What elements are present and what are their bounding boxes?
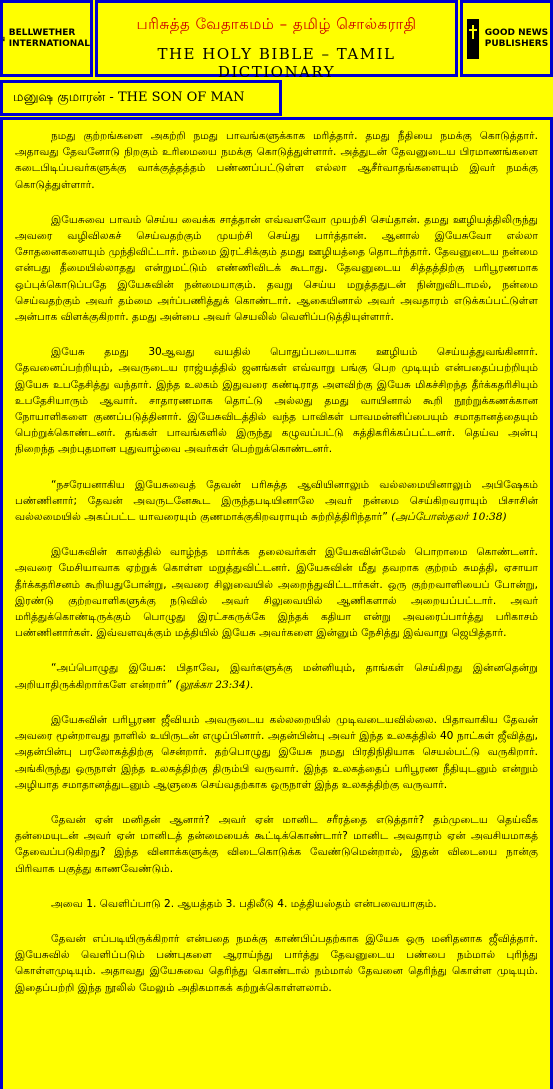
paragraph (15, 544, 538, 641)
paragraph (15, 896, 538, 912)
bible-book-icon (465, 17, 481, 61)
quote-text: “நசரேயனாகிய இயேசுவைத் தேவன் பரிசுத்த ஆவியினாலும் வல்லமையினாலும் அபிஷேகம் பண்ணினார்; தேவன் அவருடனேகூட இருந்தபடியினாலே அவர் நன்மை செய்கிறவராயும் பிசாசின் வல்லமையில் அகப்பட்ட யாவரையும் குணமாக்குகிறவராயும் சுற்றித்திரிந்தார்” (15, 478, 538, 524)
good-news-logo[interactable] (460, 0, 553, 77)
logo-line-2: PUBLISHERS (484, 38, 549, 49)
paragraph (15, 344, 538, 457)
scripture-quote (15, 477, 538, 526)
paragraph-text: இயேசுவின் காலத்தில் வாழ்ந்த மார்க்க தலைவர்கள் இயேசுவின்மேல் பொறாமை கொண்டனர். அவரை மேசியாவாக ஏற்றுக் கொள்ள மறுத்துவிட்டனர். இயேசுவின் மீது தவறாக குற்றம் சுமத்தி, ஏசாயா தீர்க்கதரிசனம் கூறியதுபோன்று, அவரை சிலுவையில் அறைந்துவிட்டார்கள். ஒரு குற்றவாளியைப் போன்று, இரண்டு குற்றவாளிகளுக்கு நடுவில் அவர் சிலுவையில் ஆணிகளால் அறையப்பட்டார். அவர் மரித்துக்கொண்டிருக்கும் பொழுது இரட்சகருக்கே இந்தக் கதியா என்று அவரைப்பார்த்து பரிகாசம் பண்ணினார்கள். இவ்வளவுக்கும் மத்தியில் இயேசு அவர்களை இன்னும் நேசித்து இவ்வாறு ஜெபித்தார். (15, 546, 538, 640)
paragraph (15, 812, 538, 877)
bible-book-icon (3, 17, 5, 61)
paragraph-text: இயேசுவின் பரிபூரண ஜீவியம் அவருடைய கல்லறையில் முடிவடையவில்லை. பிதாவாகிய தேவன் அவரை மூன்றாவது நாளில் உயிருடன் எழுப்பினார். அதன்பின்பு அவர் இந்த உலகத்தில் 40 நாட்கள் ஜீவித்து, அதன்பின்பு பரலோகத்திற்கு சென்றார். தற்பொழுது இயேசு நமது பிரதிநிதியாக செயல்பட்டு வருகிறார். அங்கிருந்து ஒருநாள் இந்த உலகத்திற்கு திரும்பி வருவார். இந்த உலகத்தைப் பரிபூரண நீதியுடனும் என்றும் அழியாத சமாதானத்துடனும் ஆளுகை செய்வதற்காக ஒருநாள் இந்த உலகத்திற்கு வருவார். (15, 713, 538, 791)
paragraph-text: அவை 1. வெளிப்பாடு 2. ஆயத்தம் 3. பதிலீடு 4. மத்தியஸ்தம் என்பவையாகும். (51, 897, 437, 910)
paragraph (15, 128, 538, 193)
dictionary-title (95, 0, 458, 81)
entry-word-tamil: மனுஷ குமாரன் (13, 90, 106, 105)
scripture-reference: (அப்போஸ்தலர் 10:38) (387, 511, 507, 524)
entry-heading (0, 80, 282, 116)
logo-line-1: GOOD NEWS (484, 27, 549, 38)
bellwether-logo-text (9, 28, 90, 50)
good-news-logo-text (485, 28, 548, 50)
bellwether-logo[interactable] (0, 0, 93, 77)
paragraph-text: இயேசுவை பாவம் செய்ய வைக்க சாத்தான் எவ்வளவோ முயற்சி செய்தான். தமது ஊழியத்திலிருந்து அவரை வழிவிலகச் செய்வதற்கும் முயற்சி செய்து பார்த்தான். ஆனால் இயேசுவோ எல்லா சோதனைகளையும் முந்திவிட்டார். நம்மை இரட்சிக்கும் தமது ஊழியத்தை தொடர்ந்தார். தேவனுடைய நன்மை என்பது தீமையில்லாதது என்றுமட்டும் எண்ணிவிடக் கூடாது. தேவனுடைய சித்தத்திற்கு பரிபூரணமாக ஒப்புக்கொடுப்பதே இயேசுவின் நன்மையாகும். தவறு செய்ய மறுத்ததுடன் நின்றுவிடாமல், நன்மை செய்வதற்கும் அவர் தம்மை அர்ப்பணித்துக் கொண்டார். ஆகையினால் அவர் அவதாரம் எடுக்கப்பட்டுள்ள அன்பாக விளக்குகிறார். தமது அன்பை அவர் செயலில் வெளிப்படுத்தியுள்ளார். (15, 213, 538, 324)
paragraph (15, 712, 538, 793)
scripture-quote (15, 660, 538, 692)
entry-separator: - (105, 90, 118, 105)
title-tamil: பரிசுத்த வேதாகமம் – தமிழ் சொல்கராதி (136, 15, 417, 33)
paragraph-text: நமது குற்றங்களை அகற்றி நமது பாவங்களுக்காக மரித்தார். தமது நீதியை நமக்கு கொடுத்தார். அதாவது தேவனோடு நிறகும் உரிமையை நமக்கு கொடுத்துள்ளார். அத்துடன் தேவனுடைய பிரமாணங்களை கடைபிடிப்பவர்களுக்கு வாக்குத்தத்தம் பண்ணப்பட்டுள்ள எல்லா ஆசீர்வாதங்களையும் இவர் நமக்கு கொடுத்துள்ளார். (15, 130, 538, 191)
paragraph-text: தேவன் எப்படியிருக்கிறார் என்பதை நமக்கு காண்பிப்பதற்காக இயேசு ஒரு மனிதனாக ஜீவித்தார். இயேசுவில் வெளிப்படும் பண்புகளை ஆராய்ந்து பார்த்து தேவனுடைய பண்பை நம்மால் புரிந்து கொள்ளமுடியும். அதாவது இயேசுவை தெரிந்து கொண்டால் நம்மால் தேவனை தெரிந்து கொள்ள முடியும். இதைப்பற்றி இந்த நூலில் மேலும் அதிகமாகக் கற்றுக்கொள்ளலாம். (15, 932, 538, 994)
page-header (0, 0, 553, 79)
title-english: THE HOLY BIBLE – TAMIL DICTIONARY (157, 45, 396, 81)
logo-line-2: INTERNATIONAL (8, 38, 90, 49)
scripture-reference: (லூக்கா 23:34). (172, 678, 254, 691)
entry-word-english: THE SON OF MAN (117, 90, 245, 105)
entry-content (0, 117, 553, 1089)
paragraph (15, 212, 538, 325)
logo-line-1: BELLWETHER (8, 27, 76, 38)
paragraph (15, 931, 538, 996)
quote-text: “அப்பொழுது இயேசு: பிதாவே, இவர்களுக்கு மன்னியும், தாங்கள் செய்கிறது இன்னதென்று அறியாதிருக்கிறார்களே என்றார்” (15, 662, 538, 691)
paragraph-text: தேவன் ஏன் மனிதன் ஆனார்? அவர் ஏன் மானிட சரீரத்தை எடுத்தார்? தம்முடைய தெய்வீக தன்மையுடன் அவர் ஏன் மானிடத் தன்மையைக் கூட்டிக்கொண்டார்? மானிட அவதாரம் ஏன் அவசியமாகத் தேவைப்படுகிறது? இந்த வினாக்களுக்கு விடைகொடுக்க வேண்டுமென்றால், இதன் விடையை நான்கு பிரிவாக பகுத்து காணவேண்டும். (15, 813, 538, 875)
paragraph-text: இயேசு தமது 30ஆவது வயதில் பொதுப்படையாக ஊழியம் செய்யத்துவங்கினார். தேவனைப்பற்றியும், அவருடைய ராஜ்யத்தில் ஜனங்கள் எவ்வாறு பங்கு பெற முடியும் என்பதைப்பற்றியும் இயேசு உபதேசித்து வந்தார். இந்த உலகம் இதுவரை கண்டிராத அளவிற்கு இயேசு மிகச்சிறந்த தீர்க்கதரிசியும் உபதேசியாரும் ஆவார். சாதாரணமாக தொட்டு அல்லது தமது வாயினால் கூறி நூற்றுக்கணக்கான நோயாளிகளை குணப்படுத்தினார். இயேசுவிடத்தில் வந்த பாவிகள் பாவமன்னிப்பையும் சமாதானத்தையும் பெற்றுக்கொண்டனர். தங்கள் பாவங்களில் இருந்து கழுவப்பட்டு சுத்திகரிக்கப்பட்டனர். தெய்வ அன்பு நிறைந்த அற்புதமான புதுவாழ்வை அவர்கள் பெற்றுக்கொண்டனர். (15, 346, 538, 456)
